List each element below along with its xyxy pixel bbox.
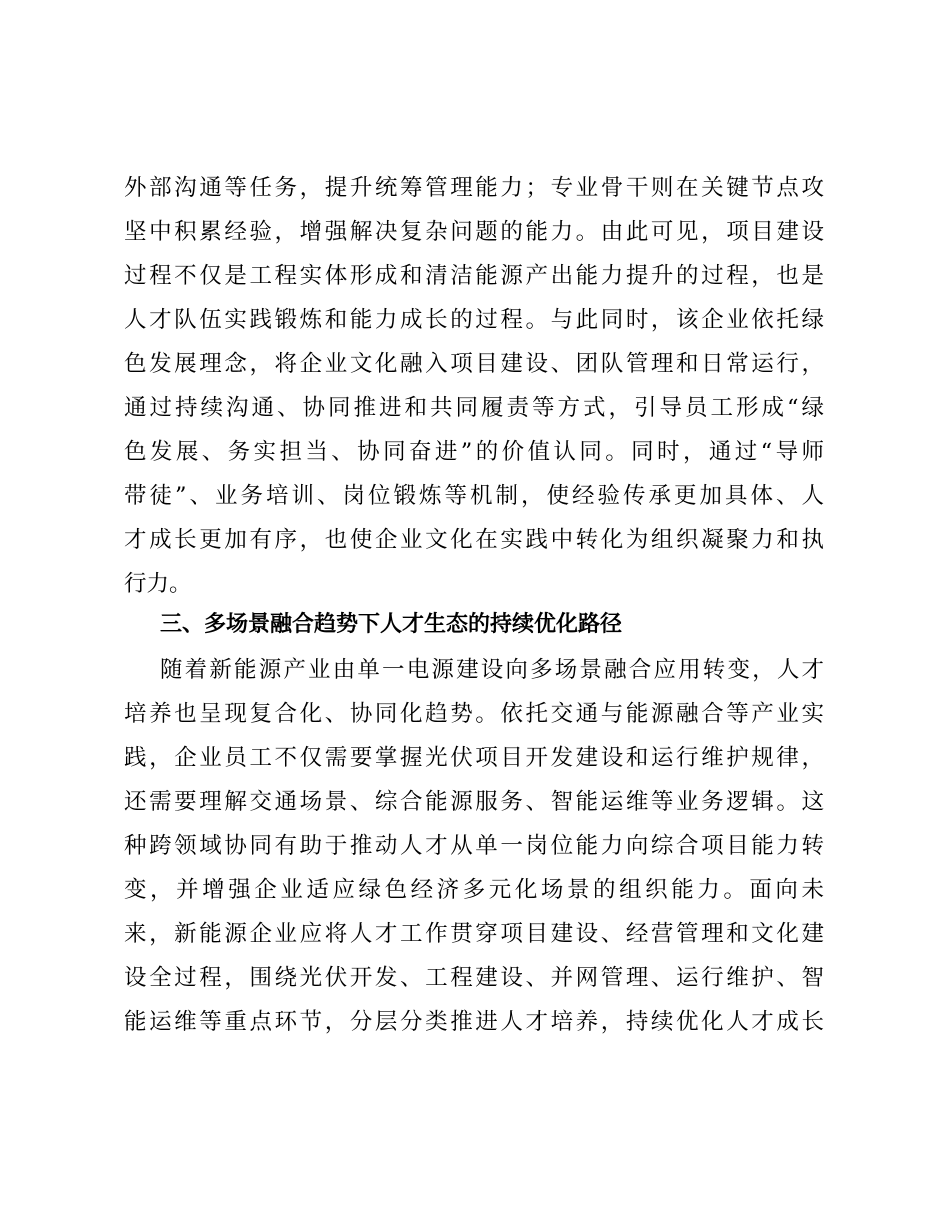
paragraph-line: 设全过程，围绕光伏开发、工程建设、并网管理、运行维护、智 xyxy=(124,965,824,991)
paragraph-line: 坚中积累经验，增强解决复杂问题的能力。由此可见，项目建设 xyxy=(124,219,824,245)
paragraph-line: 能运维等重点环节，分层分类推进人才培养，持续优化人才成长 xyxy=(124,1009,824,1035)
paragraph-line: 外部沟通等任务，提升统筹管理能力；专业骨干则在关键节点攻 xyxy=(124,175,824,201)
paragraph-line: 来，新能源企业应将人才工作贯穿项目建设、经营管理和文化建 xyxy=(124,921,824,947)
paragraph-line: 色发展、务实担当、协同奋进”的价值认同。同时，通过“导师 xyxy=(124,439,824,465)
paragraph-line: 随着新能源产业由单一电源建设向多场景融合应用转变，人才 xyxy=(160,657,824,683)
paragraph-line: 带徒”、业务培训、岗位锻炼等机制，使经验传承更加具体、人 xyxy=(124,483,824,509)
paragraph-line: 色发展理念，将企业文化融入项目建设、团队管理和日常运行， xyxy=(124,351,824,377)
paragraph-line: 践，企业员工不仅需要掌握光伏项目开发建设和运行维护规律， xyxy=(124,745,824,771)
paragraph-line: 培养也呈现复合化、协同化趋势。依托交通与能源融合等产业实 xyxy=(124,701,824,727)
section-heading: 三、多场景融合趋势下人才生态的持续优化路径 xyxy=(160,612,623,637)
paragraph-line: 人才队伍实践锻炼和能力成长的过程。与此同时，该企业依托绿 xyxy=(124,307,824,333)
paragraph-line: 行力。 xyxy=(124,571,192,597)
paragraph-line: 才成长更加有序，也使企业文化在实践中转化为组织凝聚力和执 xyxy=(124,527,824,553)
paragraph-line: 通过持续沟通、协同推进和共同履责等方式，引导员工形成“绿 xyxy=(124,395,824,421)
paragraph-line: 种跨领域协同有助于推动人才从单一岗位能力向综合项目能力转 xyxy=(124,833,824,859)
paragraph-line: 还需要理解交通场景、综合能源服务、智能运维等业务逻辑。这 xyxy=(124,789,824,815)
paragraph-line: 变，并增强企业适应绿色经济多元化场景的组织能力。面向未 xyxy=(124,877,824,903)
paragraph-line: 过程不仅是工程实体形成和清洁能源产出能力提升的过程，也是 xyxy=(124,263,824,289)
